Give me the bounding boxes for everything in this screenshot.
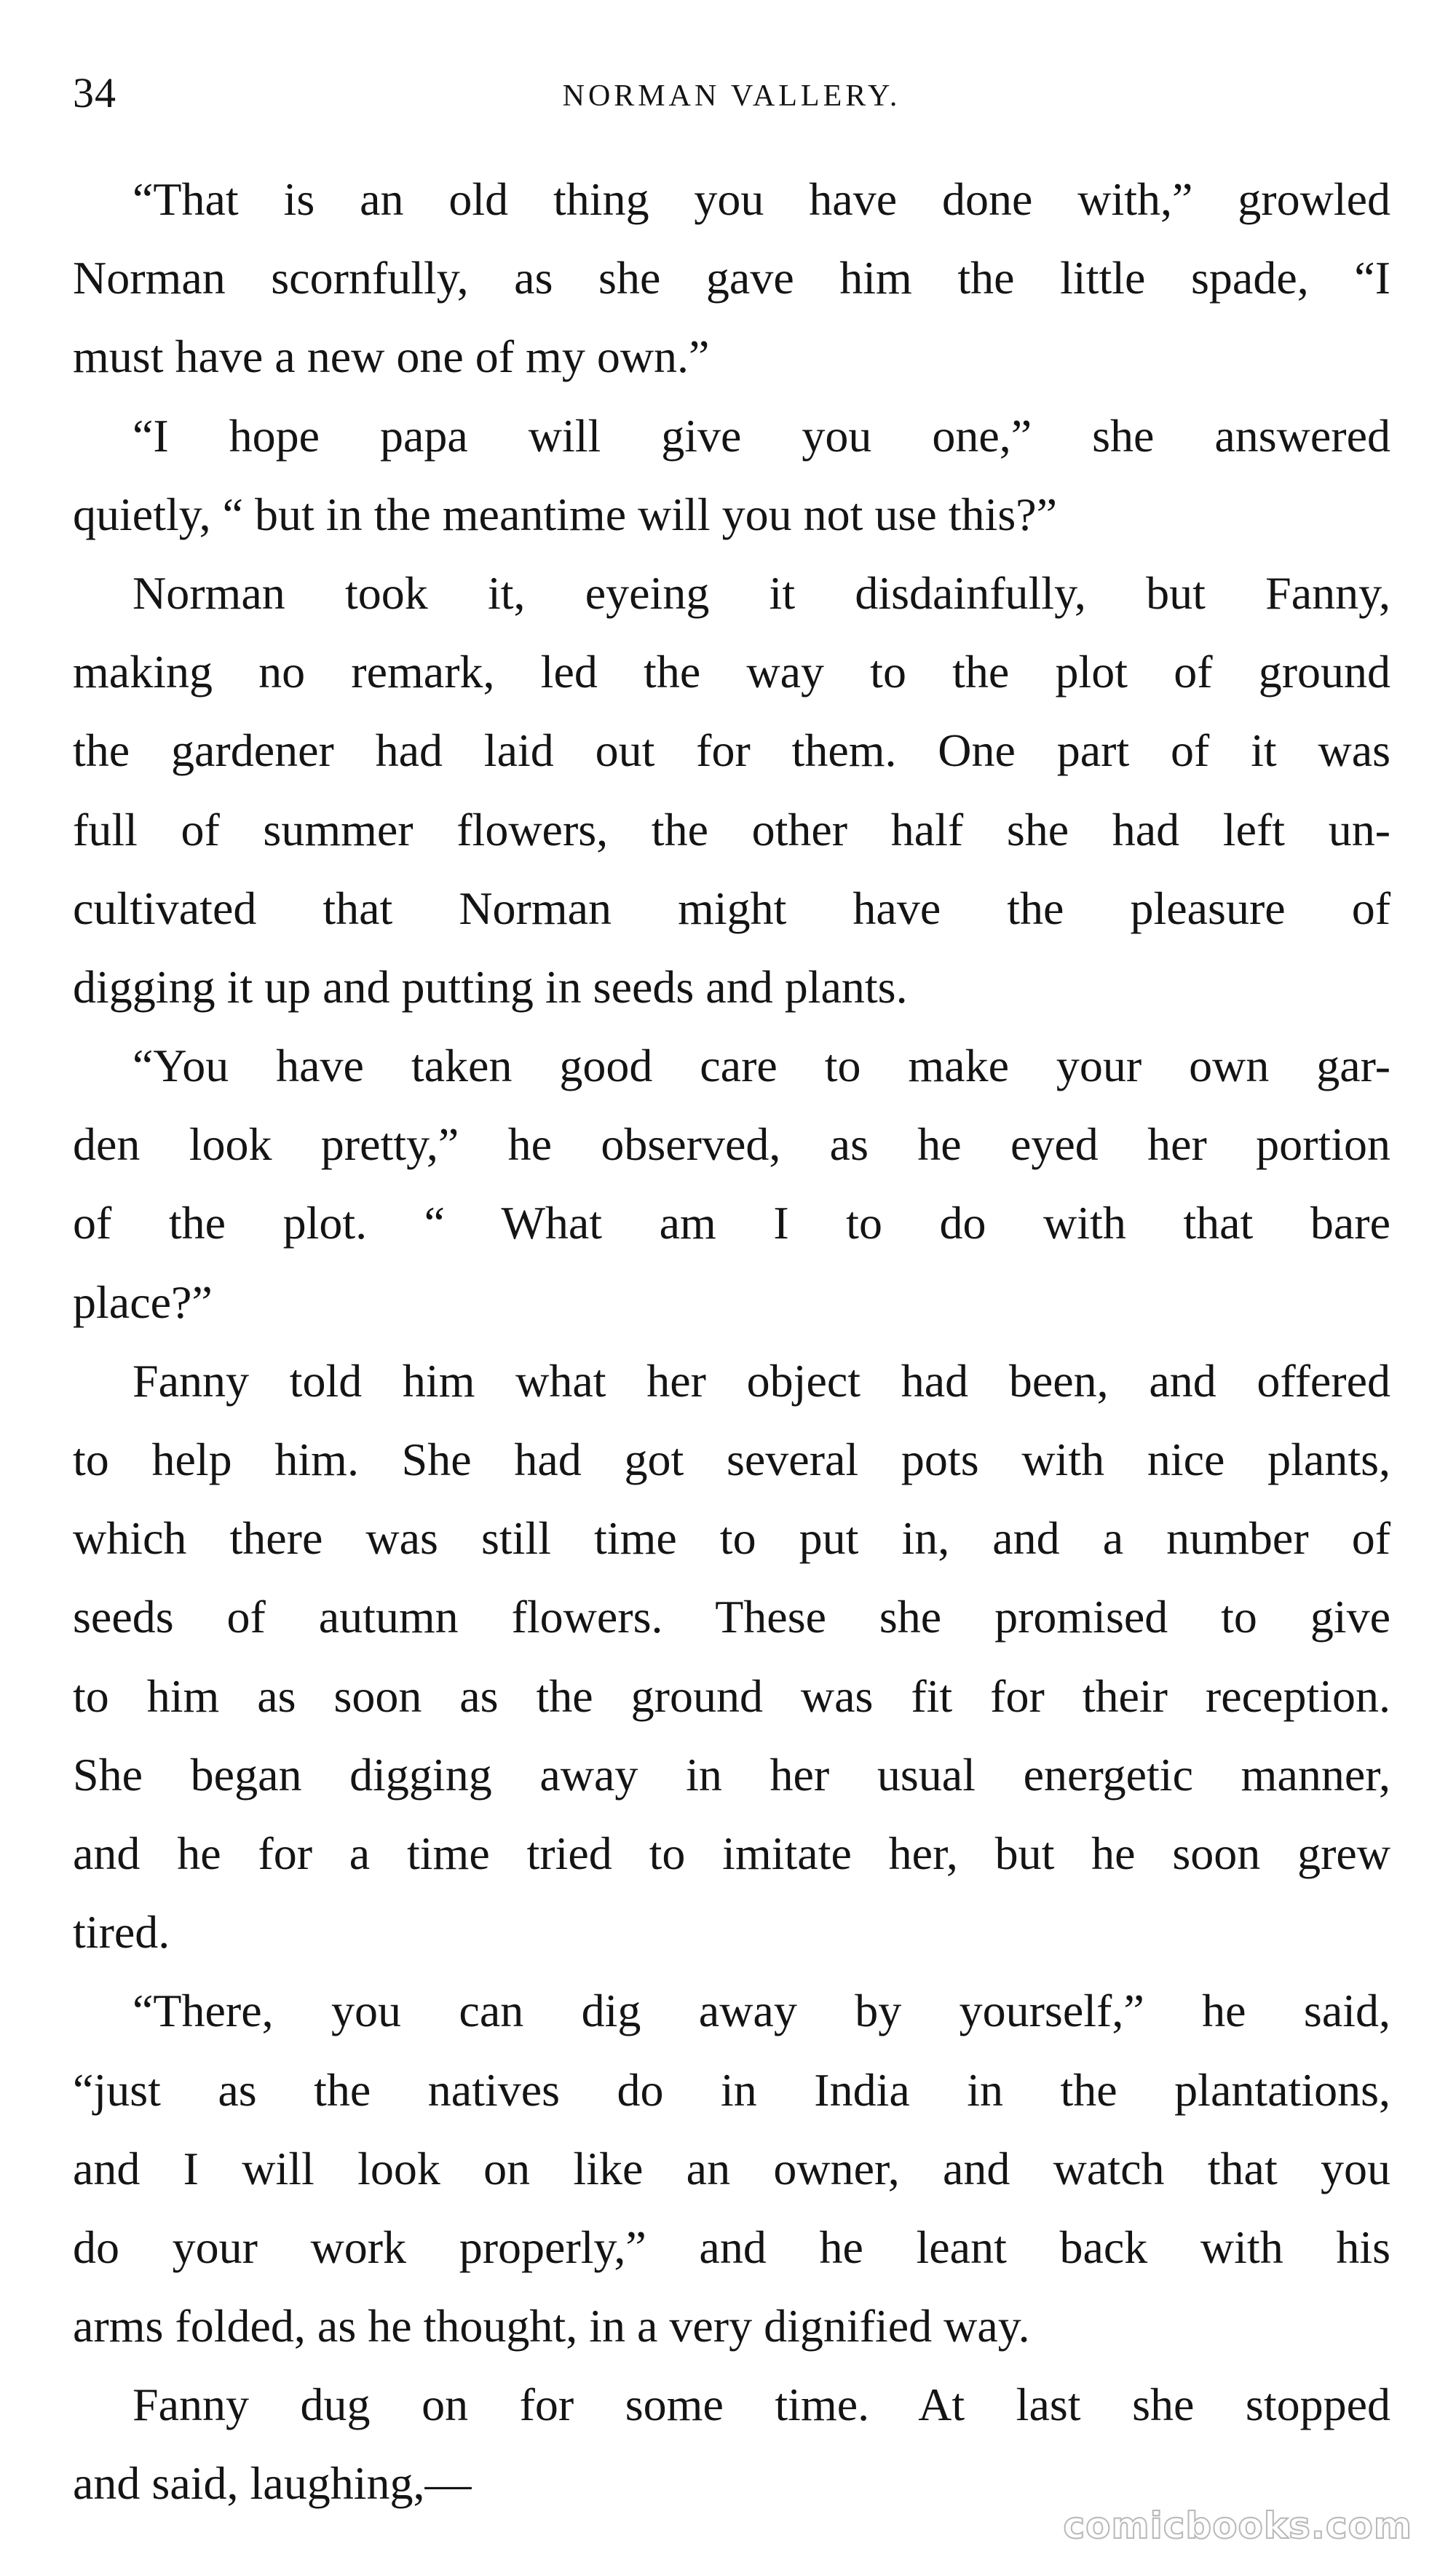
text-line: She began digging away in her usual energetic manner, bbox=[73, 1748, 1390, 1801]
page-header bbox=[73, 64, 1390, 122]
text-line: of the plot. “ What am I to do with that bare bbox=[73, 1197, 1390, 1249]
text-line: the gardener had laid out for them. One part of it was bbox=[73, 724, 1390, 777]
page-number: 34 bbox=[73, 69, 116, 116]
text-line: making no remark, led the way to the plot of ground bbox=[73, 646, 1390, 698]
text-line: quietly, “ but in the meantime will you not use this?” bbox=[73, 488, 1058, 540]
text-line: “There, you can dig away by yourself,” he said, bbox=[132, 1985, 1390, 2037]
text-line: “You have taken good care to make your own gar- bbox=[132, 1040, 1390, 1092]
text-line: and said, laughing,— bbox=[73, 2457, 472, 2510]
text-line: full of summer flowers, the other half she had left un- bbox=[73, 803, 1390, 855]
running-head: NORMAN VALLERY. bbox=[562, 79, 901, 113]
text-line: seeds of autumn flowers. These she promised to give bbox=[73, 1591, 1390, 1643]
text-line: must have a new one of my own.” bbox=[73, 331, 710, 383]
text-line: “That is an old thing you have done with,” growled bbox=[132, 173, 1390, 225]
text-line: Fanny dug on for some time. At last she stopped bbox=[132, 2379, 1390, 2431]
text-line: Norman took it, eyeing it disdainfully, but Fanny, bbox=[132, 566, 1390, 619]
text-line: Fanny told him what her object had been, and offered bbox=[132, 1354, 1390, 1407]
text-line: do your work properly,” and he leant back with his bbox=[73, 2221, 1390, 2273]
text-line: arms folded, as he thought, in a very dignified way. bbox=[73, 2300, 1030, 2352]
body-text bbox=[73, 160, 1390, 2524]
text-line: to him as soon as the ground was fit for their reception. bbox=[73, 1669, 1390, 1722]
text-line: den look pretty,” he observed, as he eyed her portion bbox=[73, 1118, 1390, 1171]
text-line: cultivated that Norman might have the pleasure of bbox=[73, 882, 1390, 934]
text-line: Norman scornfully, as she gave him the little spade, “I bbox=[73, 252, 1390, 304]
text-line: which there was still time to put in, and a number of bbox=[73, 1512, 1390, 1565]
text-line: “just as the natives do in India in the plantations, bbox=[73, 2063, 1390, 2116]
text-line: “I hope papa will give you one,” she answered bbox=[132, 409, 1390, 462]
text-line: place?” bbox=[73, 1276, 213, 1328]
text-line: and he for a time tried to imitate her, but he soon grew bbox=[73, 1827, 1390, 1879]
text-line: to help him. She had got several pots with nice plants, bbox=[73, 1434, 1390, 1485]
text-line: and I will look on like an owner, and watch that you bbox=[73, 2142, 1390, 2194]
text-line: tired. bbox=[73, 1906, 170, 1959]
watermark: comicbooks.com bbox=[1063, 2505, 1412, 2547]
text-line: digging it up and putting in seeds and plants. bbox=[73, 960, 908, 1013]
